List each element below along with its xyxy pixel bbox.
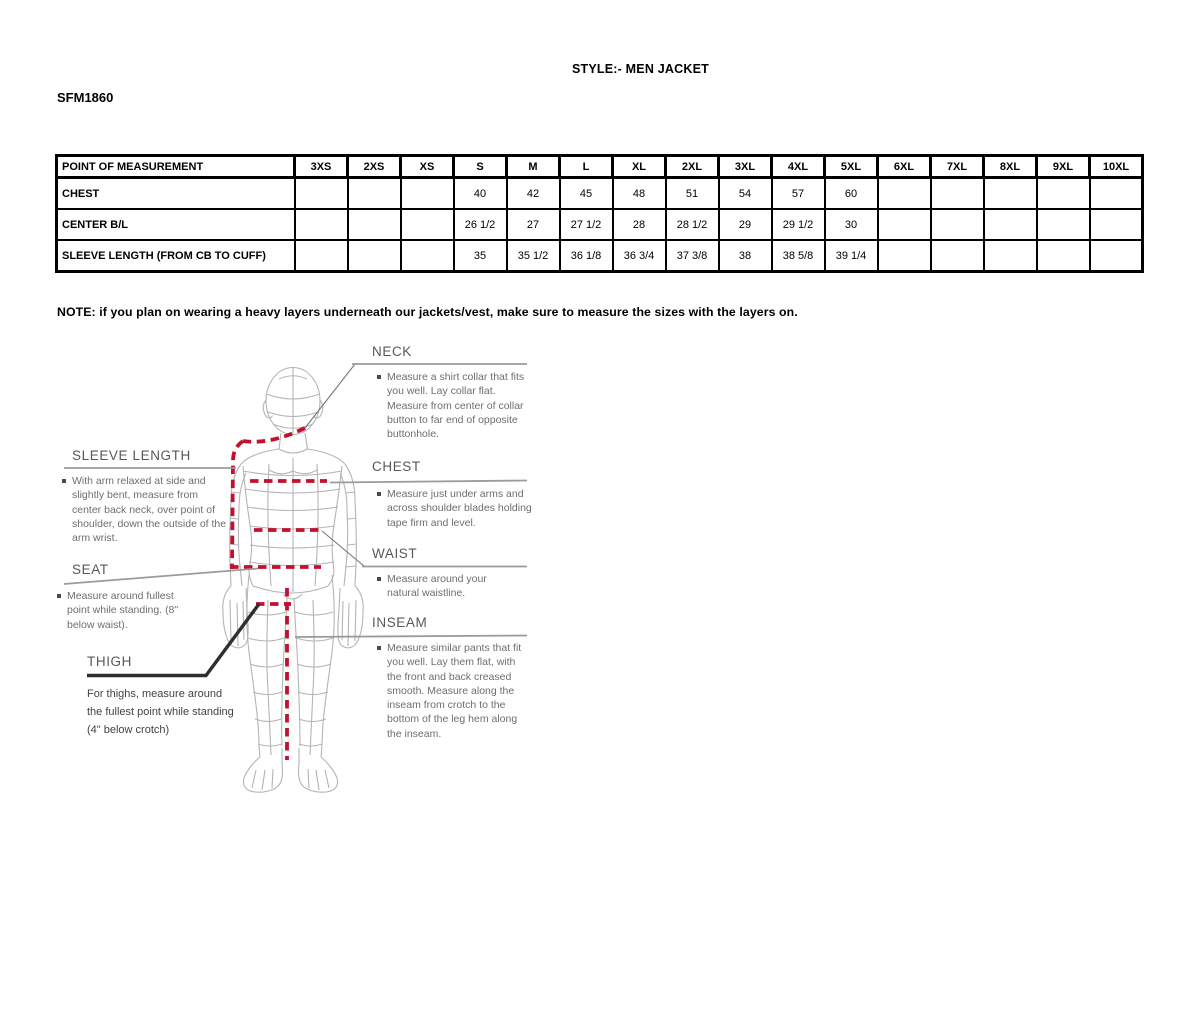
waist-instructions-text: Measure around your natural waistline.	[387, 573, 487, 600]
neck-measure-line	[243, 428, 305, 442]
seat-section	[72, 562, 109, 577]
inseam-heading: INSEAM	[372, 615, 428, 630]
table-cell	[295, 209, 348, 240]
table-header-size: L	[560, 156, 613, 178]
table-row-label: SLEEVE LENGTH (FROM CB TO CUFF)	[57, 240, 295, 272]
mannequin-figure	[223, 368, 363, 793]
table-cell: 54	[719, 178, 772, 210]
neck-instructions	[377, 370, 529, 441]
size-table-container	[55, 154, 1143, 273]
neck-instructions-text: Measure a shirt collar that fits you well. Lay collar flat. Measure from center of collar button to far end of opposite buttonhole.	[387, 371, 525, 441]
table-cell: 26 1/2	[454, 209, 507, 240]
inseam-instructions	[377, 641, 531, 741]
neck-section	[372, 344, 412, 359]
bullet-icon	[62, 479, 66, 483]
table-cell	[984, 209, 1037, 240]
table-cell: 30	[825, 209, 878, 240]
table-header-size: 5XL	[825, 156, 878, 178]
table-cell	[348, 178, 401, 210]
chest-section	[372, 459, 421, 474]
table-cell: 28	[613, 209, 666, 240]
table-cell	[984, 240, 1037, 272]
table-row	[57, 240, 1143, 272]
table-cell	[931, 209, 984, 240]
neck-leader-line	[305, 364, 355, 428]
sleeve-length-section	[72, 448, 191, 463]
table-cell: 36 3/4	[613, 240, 666, 272]
table-cell	[1090, 240, 1143, 272]
table-header-size: S	[454, 156, 507, 178]
table-cell	[1090, 178, 1143, 210]
page-title: STYLE:- MEN JACKET	[572, 62, 709, 76]
bullet-icon	[377, 577, 381, 581]
inseam-section	[372, 615, 427, 630]
chest-instructions-text: Measure just under arms and across shoulder blades holding tape firm and level.	[387, 488, 532, 529]
inseam-instructions-text: Measure similar pants that fit you well. Lay them flat, with the front and back creased smooth. Measure along the inseam from crotch to the bottom of the leg hem along the inseam.	[387, 642, 522, 740]
chest-underline	[330, 481, 527, 483]
chest-heading: CHEST	[372, 459, 421, 474]
note-text: NOTE: if you plan on wearing a heavy layers underneath our jackets/vest, make sure to measure the sizes with the layers on.	[57, 305, 798, 319]
inseam-leader-underline	[295, 636, 527, 638]
waist-leader-line	[322, 531, 364, 566]
style-code: SFM1860	[57, 90, 114, 105]
table-header-size: 10XL	[1090, 156, 1143, 178]
table-cell: 37 3/8	[666, 240, 719, 272]
table-row-label: CHEST	[57, 178, 295, 210]
table-cell: 36 1/8	[560, 240, 613, 272]
table-cell: 27	[507, 209, 560, 240]
table-cell: 45	[560, 178, 613, 210]
table-header-size: 4XL	[772, 156, 825, 178]
size-table	[55, 154, 1144, 273]
waist-instructions	[377, 572, 517, 601]
seat-heading: SEAT	[72, 562, 109, 577]
table-header-row	[57, 156, 1143, 178]
table-cell: 35 1/2	[507, 240, 560, 272]
table-cell: 40	[454, 178, 507, 210]
table-header-size: 2XS	[348, 156, 401, 178]
table-header-size: M	[507, 156, 560, 178]
table-cell	[401, 209, 454, 240]
table-header-size: 3XL	[719, 156, 772, 178]
table-cell	[1037, 178, 1090, 210]
table-cell: 60	[825, 178, 878, 210]
table-cell: 48	[613, 178, 666, 210]
chest-instructions	[377, 487, 537, 530]
table-header-size: 7XL	[931, 156, 984, 178]
table-row	[57, 209, 1143, 240]
table-cell	[401, 178, 454, 210]
table-cell: 27 1/2	[560, 209, 613, 240]
thigh-instructions-text: For thighs, measure around the fullest point while standing (4" below crotch)	[87, 688, 234, 737]
table-cell	[878, 209, 931, 240]
table-header-size: XS	[401, 156, 454, 178]
table-cell	[295, 240, 348, 272]
table-cell: 38 5/8	[772, 240, 825, 272]
table-header-size: 8XL	[984, 156, 1037, 178]
thigh-instructions	[87, 684, 237, 739]
bullet-icon	[377, 375, 381, 379]
table-header-size: 6XL	[878, 156, 931, 178]
table-cell: 35	[454, 240, 507, 272]
table-cell	[878, 240, 931, 272]
sleeve-measure-line	[232, 441, 243, 569]
table-cell: 38	[719, 240, 772, 272]
table-row	[57, 178, 1143, 210]
table-cell: 57	[772, 178, 825, 210]
table-cell	[1037, 240, 1090, 272]
table-header-size: XL	[613, 156, 666, 178]
seat-instructions	[57, 589, 185, 632]
seat-instructions-text: Measure around fullest point while standing. (8" below waist).	[67, 590, 179, 631]
sleeve-length-instructions	[62, 474, 230, 545]
table-cell	[984, 178, 1037, 210]
table-header-size: 2XL	[666, 156, 719, 178]
thigh-section	[87, 654, 132, 669]
table-cell: 42	[507, 178, 560, 210]
table-cell: 39 1/4	[825, 240, 878, 272]
table-cell: 29 1/2	[772, 209, 825, 240]
table-cell: 28 1/2	[666, 209, 719, 240]
table-header-measurement: POINT OF MEASUREMENT	[57, 156, 295, 178]
table-cell: 29	[719, 209, 772, 240]
table-cell	[878, 178, 931, 210]
waist-section	[372, 546, 417, 561]
table-cell	[295, 178, 348, 210]
table-cell	[1090, 209, 1143, 240]
neck-heading: NECK	[372, 344, 412, 359]
table-header-size: 3XS	[295, 156, 348, 178]
table-row-label: CENTER B/L	[57, 209, 295, 240]
waist-heading: WAIST	[372, 546, 418, 561]
table-cell	[348, 240, 401, 272]
bullet-icon	[57, 594, 61, 598]
table-cell	[348, 209, 401, 240]
table-cell	[931, 240, 984, 272]
bullet-icon	[377, 492, 381, 496]
table-cell	[1037, 209, 1090, 240]
bullet-icon	[377, 646, 381, 650]
table-cell	[931, 178, 984, 210]
sleeve-length-instructions-text: With arm relaxed at side and slightly bent, measure from center back neck, over point of shoulder, down the outside of the arm wrist.	[72, 475, 227, 545]
table-header-size: 9XL	[1037, 156, 1090, 178]
sleeve-length-heading: SLEEVE LENGTH	[72, 448, 191, 463]
table-cell	[401, 240, 454, 272]
table-cell: 51	[666, 178, 719, 210]
thigh-heading: THIGH	[87, 654, 132, 669]
